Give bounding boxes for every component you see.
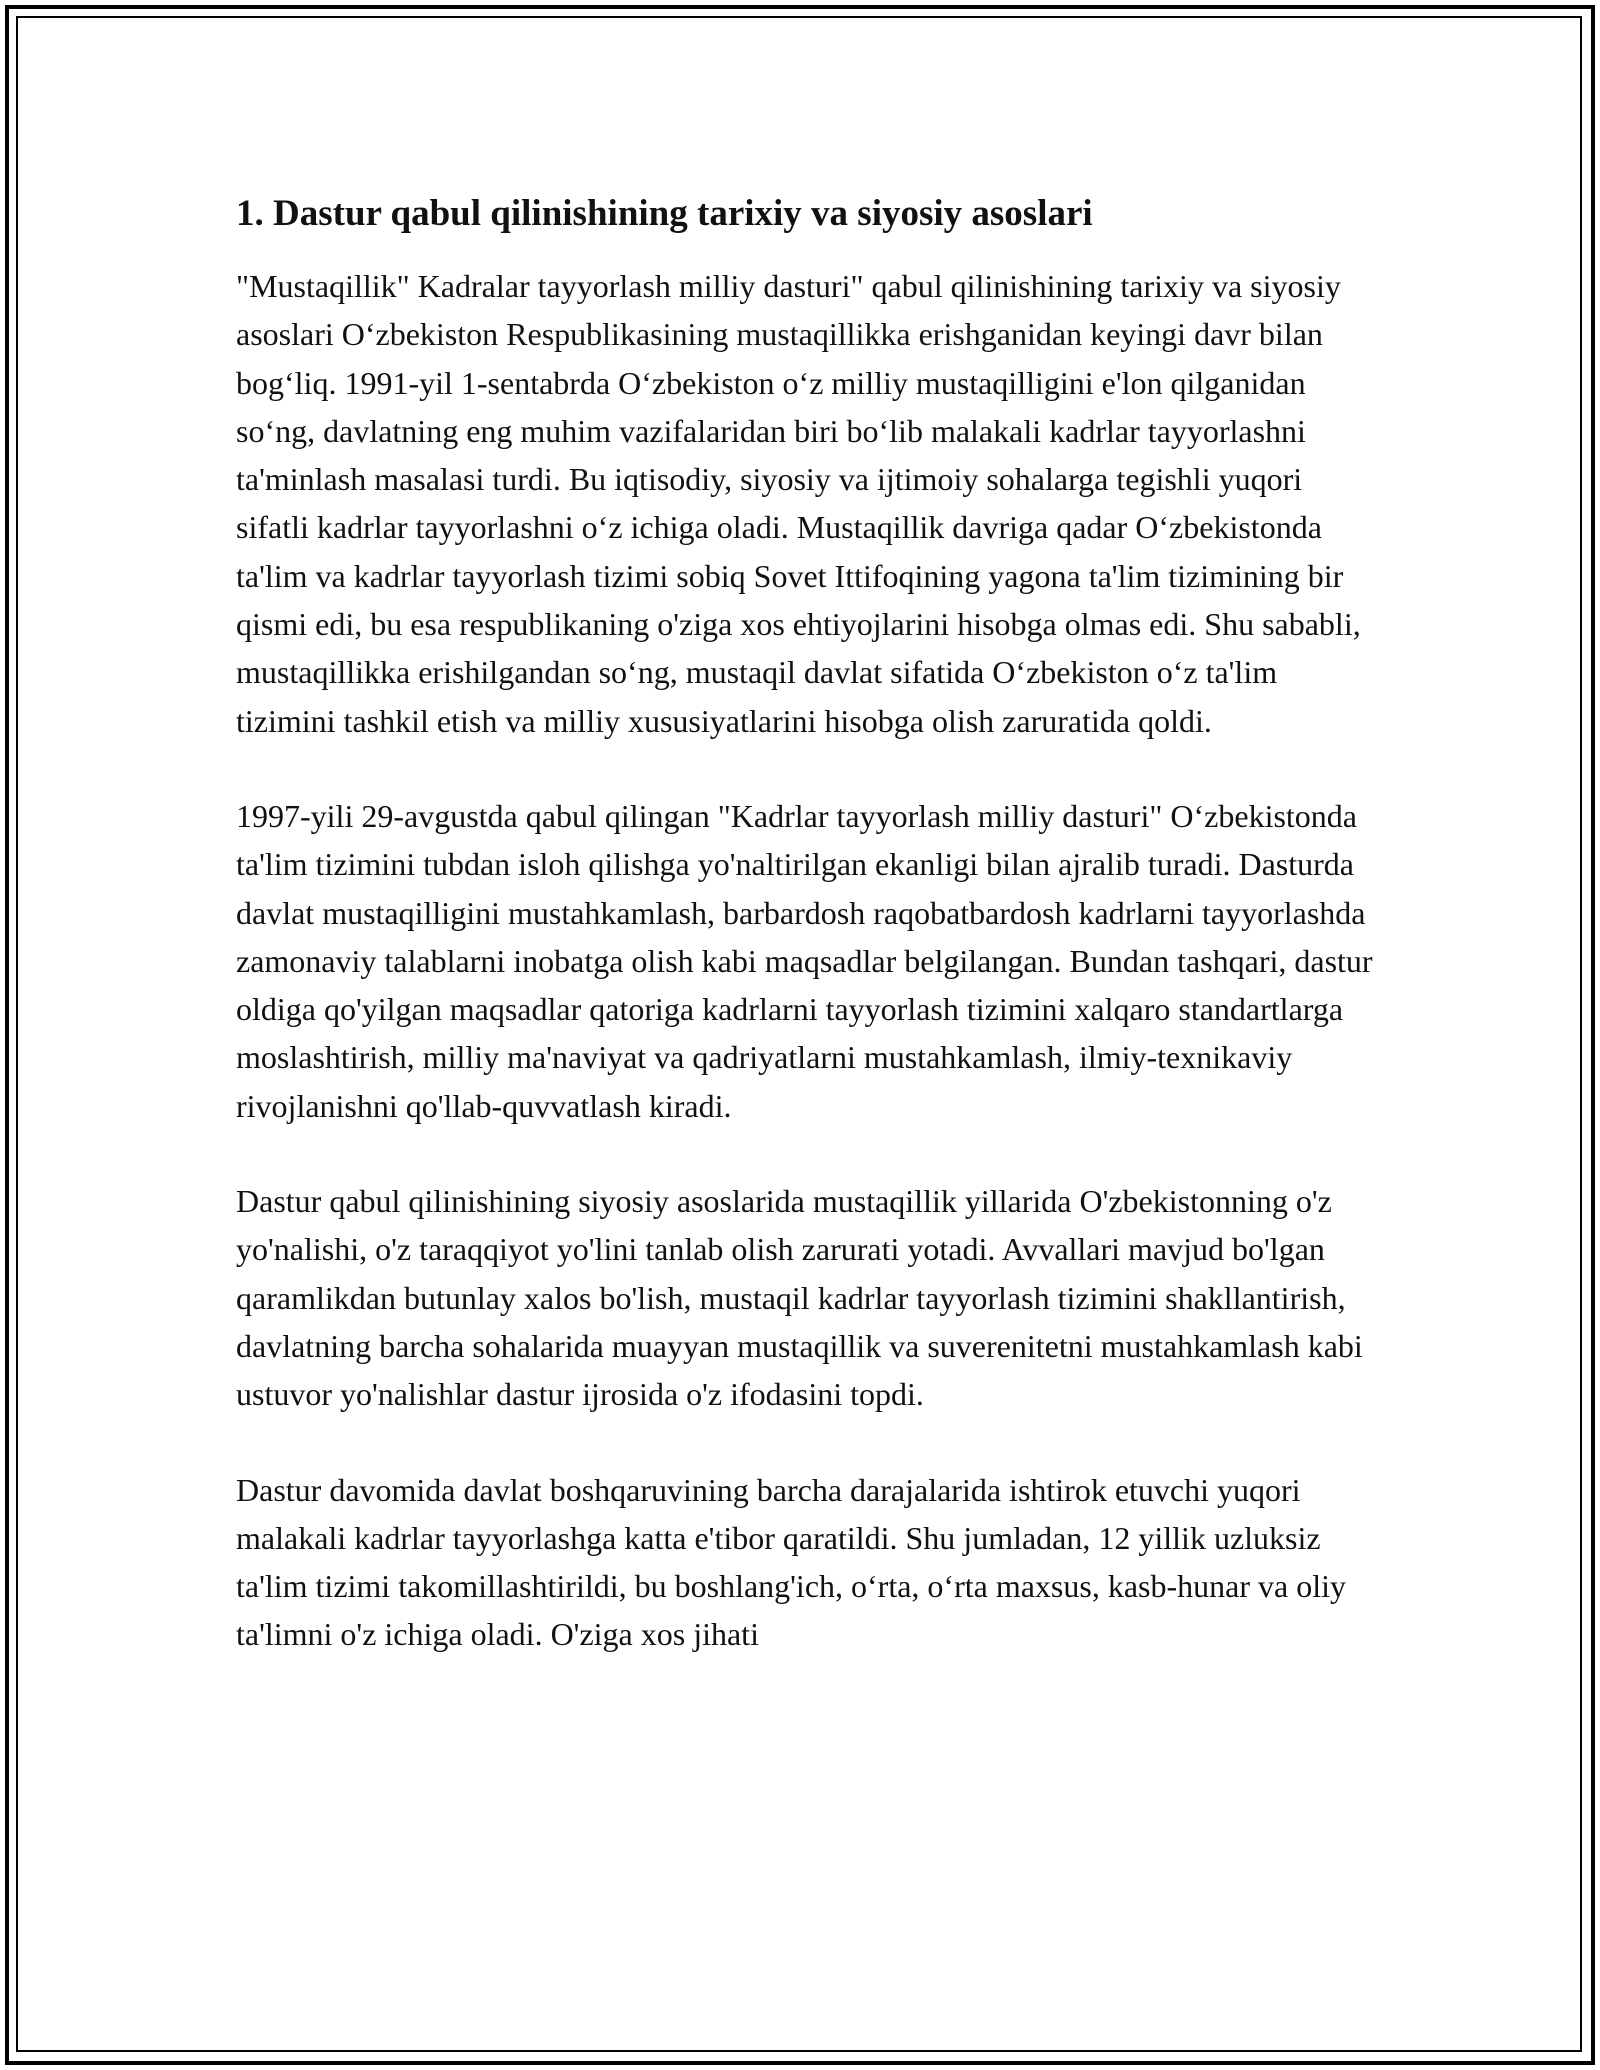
paragraph-1: "Mustaqillik" Kadralar tayyorlash milliy dasturi" qabul qilinishining tarixiy va siyosiy asoslari Oʻzbekiston Respublikasining mustaqillikka erishganidan keyingi davr bilan bogʻliq. 1991-yil 1-sentabrda Oʻzbekiston oʻz milliy mustaqilligini e'lon qilganidan soʻng, davlatning eng muhim vazifalaridan biri boʻlib malakali kadrlar tayyorlashni ta'minlash masalasi turdi. Bu iqtisodiy, siyosiy va ijtimoiy sohalarga tegishli yuqori sifatli kadrlar tayyorlashni oʻz ichiga oladi. Mustaqillik davriga qadar Oʻzbekistonda ta'lim va kadrlar tayyorlash tizimi sobiq Sovet Ittifoqining yagona ta'lim tizimining bir qismi edi, bu esa respublikaning o'ziga xos ehtiyojlarini hisobga olmas edi. Shu sababli, mustaqillikka erishilgandan soʻng, mustaqil davlat sifatida Oʻzbekiston oʻz ta'lim tizimini tashkil etish va milliy xususiyatlarini hisobga olish zaruratida qoldi. [236,268,1361,739]
paragraph-2: 1997-yili 29-avgustda qabul qilingan "Kadrlar tayyorlash milliy dasturi" Oʻzbekistonda ta'lim tizimini tubdan isloh qilishga yo'naltirilgan ekanligi bilan ajralib turadi. Dasturda davlat mustaqilligini mustahkamlash, barbardosh raqobatbardosh kadrlarni tayyorlashda zamonaviy talablarni inobatga olish kabi maqsadlar belgilangan. Bundan tashqari, dastur oldiga qo'yilgan maqsadlar qatoriga kadrlarni tayyorlash tizimini xalqaro standartlarga moslashtirish, milliy ma'naviyat va qadriyatlarni mustahkamlash, ilmiy-texnikaviy rivojlanishni qo'llab-quvvatlash kiradi. [236,797,1373,1124]
section-heading: 1. Dastur qabul qilinishining tarixiy va siyosiy asoslari [236,193,1093,234]
paragraph-4: Dastur davomida davlat boshqaruvining barcha darajalarida ishtirok etuvchi yuqori malakali kadrlar tayyorlashga katta e'tibor qaratildi. Shu jumladan, 12 yillik uzluksiz ta'lim tizimi takomillashtirildi, bu boshlang'ich, oʻrta, oʻrta maxsus, kasb-hunar va oliy ta'limni o'z ichiga oladi. O'ziga xos jihati [236,1471,1346,1653]
paragraph-3: Dastur qabul qilinishining siyosiy asoslarida mustaqillik yillarida O'zbekistonning o'z yo'nalishi, o'z taraqqiyot yo'lini tanlab olish zarurati yotadi. Avvallari mavjud bo'lgan qaramlikdan butunlay xalos bo'lish, mustaqil kadrlar tayyorlash tizimini shakllantirish, davlatning barcha sohalarida muayyan mustaqillik va suverenitetni mustahkamlash kabi ustuvor yo'nalishlar dastur ijrosida o'z ifodasini topdi. [236,1183,1363,1413]
document-body [236,186,1376,1706]
